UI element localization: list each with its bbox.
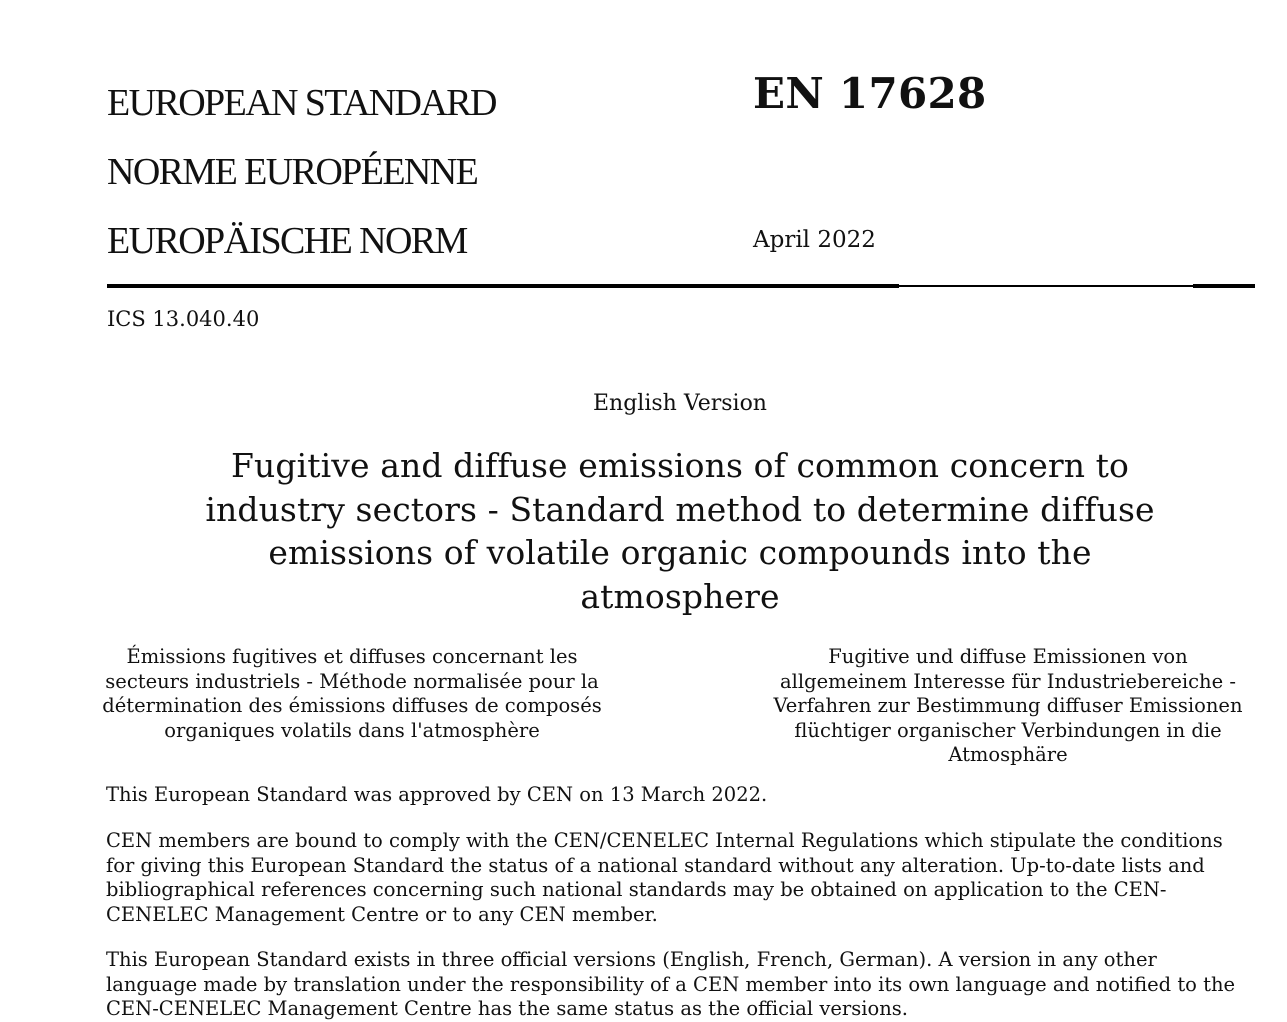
header-divider-thin <box>899 285 1193 287</box>
document-number: EN 17628 <box>753 69 987 118</box>
version-label: English Version <box>593 391 767 416</box>
header-divider-thick-right <box>1193 284 1255 288</box>
ics-code: ICS 13.040.40 <box>107 307 260 331</box>
german-title: Fugitive und diffuse Emissionen von allgemeinem Interesse für Industriebereiche - Verfahren zur Bestimmung diffuser Emissionen flüchtiger organischer Verbindungen in die Atmosphäre <box>773 645 1243 766</box>
standard-type-french: NORME EUROPÉENNE <box>107 151 478 193</box>
header-divider-thick-left <box>107 284 899 288</box>
main-title: Fugitive and diffuse emissions of common concern to industry sectors - Standard method to determine diffuse emissions of volatile organic compounds into the atmosphere <box>205 446 1155 616</box>
members-paragraph: CEN members are bound to comply with the CEN/CENELEC Internal Regulations which stipulate the conditions for giving this European Standard the status of a national standard without any alteration. Up-to-date lists and bibliographical references concerning such national standards may be obtained on application to the CEN-CENELEC Management Centre or to any CEN member. <box>106 829 1223 926</box>
french-title: Émissions fugitives et diffuses concernant les secteurs industriels - Méthode normalisée pour la détermination des émissions diffuses de composés organiques volatils dans l'atmosphère <box>102 645 602 742</box>
versions-paragraph: This European Standard exists in three official versions (English, French, German). A version in any other language made by translation under the responsibility of a CEN member into its own language and notified to the CEN-CENELEC Management Centre has the same status as the official versions. <box>106 948 1236 1020</box>
standard-type-english: EUROPEAN STANDARD <box>107 82 496 124</box>
publication-date: April 2022 <box>753 227 876 253</box>
standard-type-german: EUROPÄISCHE NORM <box>107 220 467 262</box>
approval-paragraph: This European Standard was approved by CEN on 13 March 2022. <box>106 783 768 806</box>
